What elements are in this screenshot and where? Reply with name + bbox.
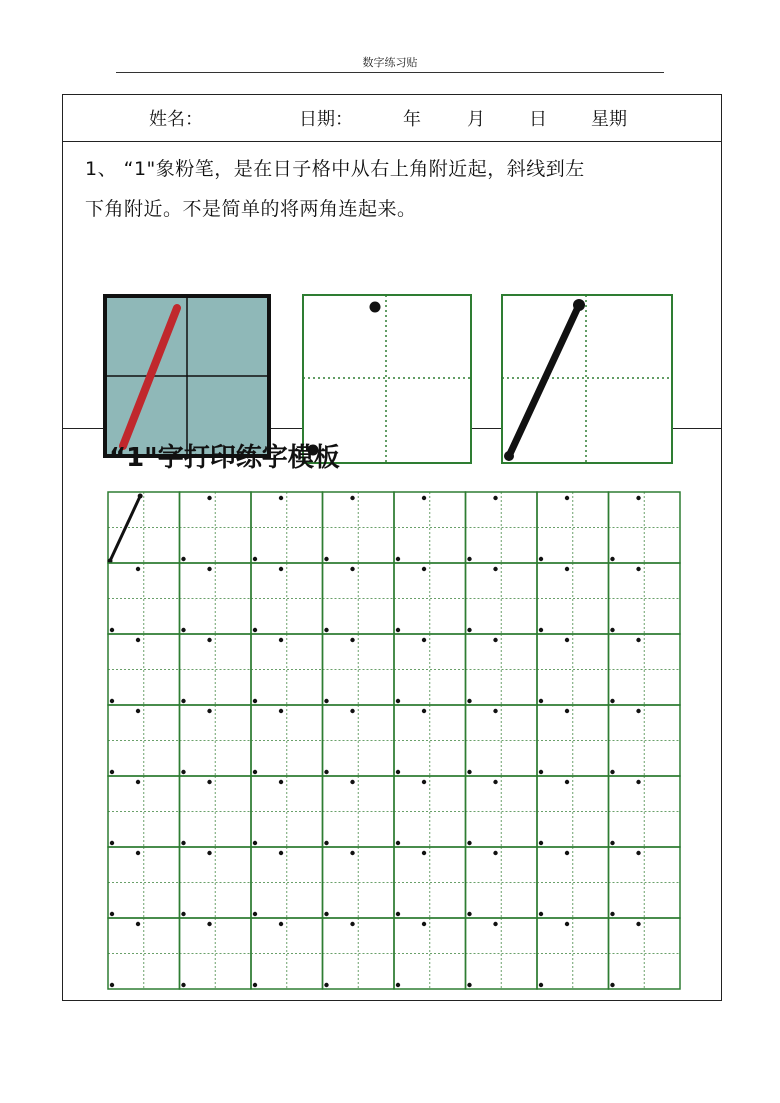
start-dot	[350, 922, 354, 926]
end-dot	[539, 557, 543, 561]
start-dot	[350, 709, 354, 713]
start-dot	[279, 496, 283, 500]
end-dot	[610, 841, 614, 845]
end-dot	[253, 628, 257, 632]
start-dot	[565, 922, 569, 926]
start-dot	[350, 780, 354, 784]
start-dot	[136, 638, 140, 642]
date-label: 日期：	[299, 109, 353, 130]
start-dot	[422, 567, 426, 571]
end-dot	[110, 628, 114, 632]
end-dot	[253, 912, 257, 916]
end-dot	[396, 912, 400, 916]
name-label: 姓名：	[149, 109, 203, 130]
start-dot	[422, 851, 426, 855]
worksheet	[62, 94, 722, 1001]
start-dot	[136, 709, 140, 713]
start-dot	[136, 567, 140, 571]
end-dot	[396, 699, 400, 703]
start-dot	[493, 851, 497, 855]
practice-template-row	[63, 429, 721, 1000]
end-dot	[610, 557, 614, 561]
student-info-row	[63, 95, 721, 142]
start-dot	[279, 922, 283, 926]
end-dot	[110, 983, 114, 987]
start-dot	[207, 496, 211, 500]
lesson-text-line-1: 1、 “1"象粉笔，是在日子格中从右上角附近起，斜线到左	[85, 158, 585, 180]
start-dot	[636, 922, 640, 926]
start-dot	[279, 709, 283, 713]
start-dot	[636, 567, 640, 571]
end-dot	[110, 699, 114, 703]
start-dot	[565, 496, 569, 500]
end-dot	[467, 628, 471, 632]
end-dot	[467, 841, 471, 845]
start-dot	[493, 567, 497, 571]
start-dot	[279, 780, 283, 784]
end-dot	[181, 912, 185, 916]
end-dot	[253, 557, 257, 561]
start-dot	[136, 851, 140, 855]
end-dot	[396, 770, 400, 774]
start-dot	[565, 709, 569, 713]
start-dot	[279, 851, 283, 855]
end-dot	[467, 770, 471, 774]
start-dot	[565, 851, 569, 855]
end-dot	[610, 699, 614, 703]
end-dot	[181, 983, 185, 987]
start-dot	[422, 496, 426, 500]
end-dot	[110, 841, 114, 845]
start-dot	[493, 780, 497, 784]
end-dot	[253, 841, 257, 845]
end-dot	[539, 699, 543, 703]
end-dot	[181, 770, 185, 774]
lesson-row	[63, 142, 721, 429]
end-dot	[467, 699, 471, 703]
start-dot	[207, 851, 211, 855]
start-dot	[279, 638, 283, 642]
practice-grid	[107, 491, 683, 991]
end-dot	[467, 557, 471, 561]
end-dot	[610, 912, 614, 916]
start-dot	[636, 638, 640, 642]
start-dot	[136, 922, 140, 926]
start-dot	[636, 851, 640, 855]
start-dot	[493, 922, 497, 926]
start-dot	[636, 496, 640, 500]
start-dot	[207, 709, 211, 713]
start-dot	[636, 780, 640, 784]
start-dot	[207, 922, 211, 926]
end-dot	[110, 912, 114, 916]
end-dot	[539, 628, 543, 632]
weekday-label: 星期	[591, 109, 627, 130]
start-dot	[350, 567, 354, 571]
start-dot	[138, 494, 143, 499]
end-dot	[181, 841, 185, 845]
start-dot	[136, 780, 140, 784]
start-dot	[422, 638, 426, 642]
start-dot	[422, 709, 426, 713]
end-dot	[396, 983, 400, 987]
start-dot	[493, 709, 497, 713]
end-dot	[539, 841, 543, 845]
start-dot	[422, 780, 426, 784]
month-label: 月	[467, 109, 485, 130]
start-dot	[493, 638, 497, 642]
start-dot	[350, 638, 354, 642]
end-dot	[324, 841, 328, 845]
start-dot	[350, 851, 354, 855]
end-dot	[110, 770, 114, 774]
start-dot	[565, 638, 569, 642]
start-dot	[565, 780, 569, 784]
start-dot	[279, 567, 283, 571]
end-dot	[396, 628, 400, 632]
end-dot	[324, 912, 328, 916]
end-dot	[539, 770, 543, 774]
template-title: “1"字打印练字模板	[109, 443, 340, 473]
end-dot	[324, 770, 328, 774]
header-rule	[116, 72, 664, 73]
start-dot	[493, 496, 497, 500]
end-dot	[253, 770, 257, 774]
end-dot	[467, 983, 471, 987]
end-dot	[610, 770, 614, 774]
start-dot	[207, 567, 211, 571]
end-dot	[324, 983, 328, 987]
end-dot	[539, 912, 543, 916]
lesson-text-line-2: 下角附近。不是简单的将两角连起来。	[85, 198, 417, 220]
end-dot	[324, 699, 328, 703]
end-dot	[467, 912, 471, 916]
day-label: 日	[529, 109, 547, 130]
end-dot	[610, 628, 614, 632]
end-dot	[324, 628, 328, 632]
end-dot	[181, 557, 185, 561]
end-dot	[396, 557, 400, 561]
start-dot	[350, 496, 354, 500]
page-header: 数字练习贴	[362, 56, 418, 69]
start-dot	[207, 780, 211, 784]
start-dot	[565, 567, 569, 571]
end-dot	[181, 628, 185, 632]
end-dot	[610, 983, 614, 987]
start-dot	[636, 709, 640, 713]
end-dot	[396, 841, 400, 845]
end-dot	[324, 557, 328, 561]
start-dot	[422, 922, 426, 926]
end-dot	[539, 983, 543, 987]
start-dot	[207, 638, 211, 642]
end-dot	[253, 699, 257, 703]
end-dot	[181, 699, 185, 703]
example-stroke	[110, 496, 140, 561]
year-label: 年	[403, 109, 421, 130]
end-dot	[253, 983, 257, 987]
